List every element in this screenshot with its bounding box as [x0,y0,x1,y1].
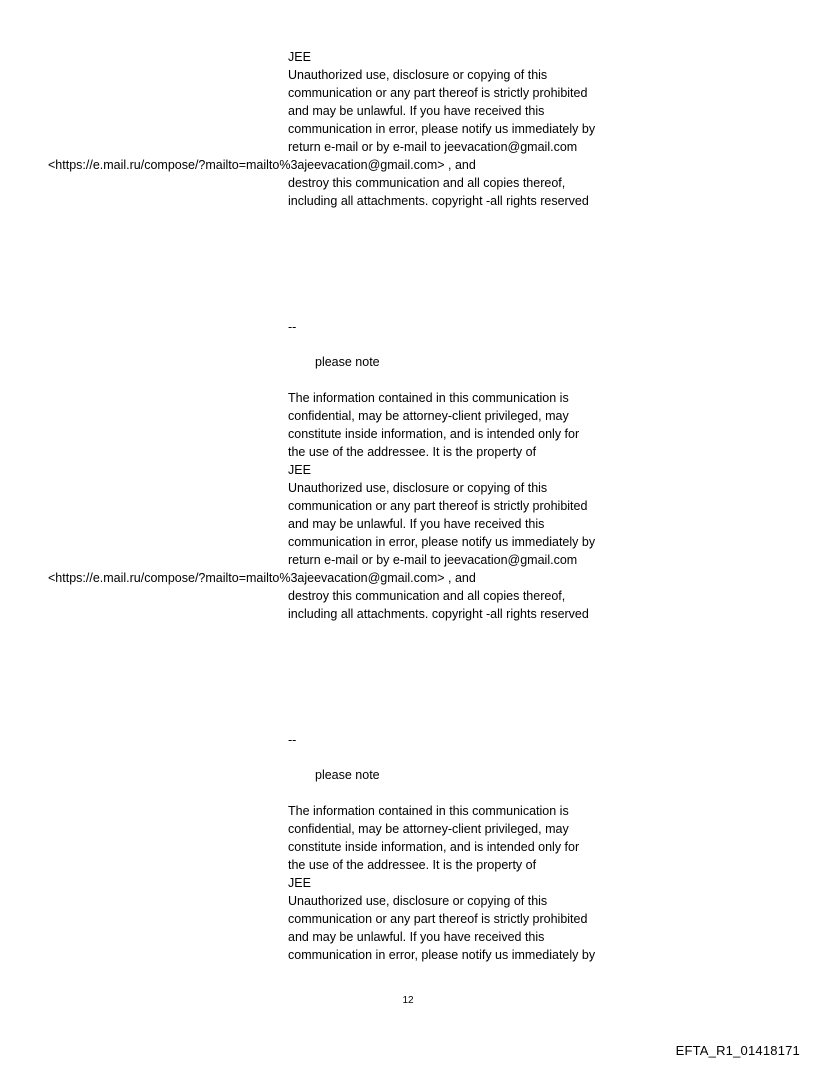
separator: -- [288,733,297,747]
text-line: constitute inside information, and is intended only for [288,427,580,441]
text-line: Unauthorized use, disclosure or copying of this [288,481,548,495]
text-line: The information contained in this communication is [288,391,569,405]
text-line: constitute inside information, and is intended only for [288,840,580,854]
text-line: return e-mail or by e-mail to jeevacation@gmail.com [288,140,578,154]
text-line: JEE [288,876,311,890]
please-note-heading: please note [315,768,380,782]
text-line: including all attachments. copyright -all rights reserved [288,607,589,621]
text-line: confidential, may be attorney-client privileged, may [288,822,569,836]
please-note-heading: please note [315,355,380,369]
mailto-url-line: <https://e.mail.ru/compose/?mailto=mailto%3ajeevacation@gmail.com> , and [48,571,476,585]
text-line: and may be unlawful. If you have received this [288,930,545,944]
text-line: communication in error, please notify us immediately by [288,535,596,549]
text-line: the use of the addressee. It is the property of [288,445,537,459]
separator: -- [288,320,297,334]
text-line: JEE [288,463,311,477]
text-line: and may be unlawful. If you have received this [288,517,545,531]
text-line: destroy this communication and all copies thereof, [288,589,566,603]
text-line: confidential, may be attorney-client privileged, may [288,409,569,423]
text-line: Unauthorized use, disclosure or copying of this [288,894,548,908]
text-line: and may be unlawful. If you have received this [288,104,545,118]
text-line: The information contained in this communication is [288,804,569,818]
text-line: the use of the addressee. It is the property of [288,858,537,872]
text-line: communication or any part thereof is strictly prohibited [288,912,588,926]
mailto-url-line: <https://e.mail.ru/compose/?mailto=mailto%3ajeevacation@gmail.com> , and [48,158,476,172]
text-line: JEE [288,50,311,64]
text-line: communication in error, please notify us immediately by [288,948,596,962]
document-id: EFTA_R1_01418171 [675,1043,800,1058]
text-line: return e-mail or by e-mail to jeevacation@gmail.com [288,553,578,567]
text-line: Unauthorized use, disclosure or copying of this [288,68,548,82]
page-number: 12 [402,995,414,1006]
text-line: destroy this communication and all copies thereof, [288,176,566,190]
text-line: communication or any part thereof is strictly prohibited [288,86,588,100]
text-line: communication or any part thereof is strictly prohibited [288,499,588,513]
text-line: communication in error, please notify us immediately by [288,122,596,136]
text-line: including all attachments. copyright -all rights reserved [288,194,589,208]
